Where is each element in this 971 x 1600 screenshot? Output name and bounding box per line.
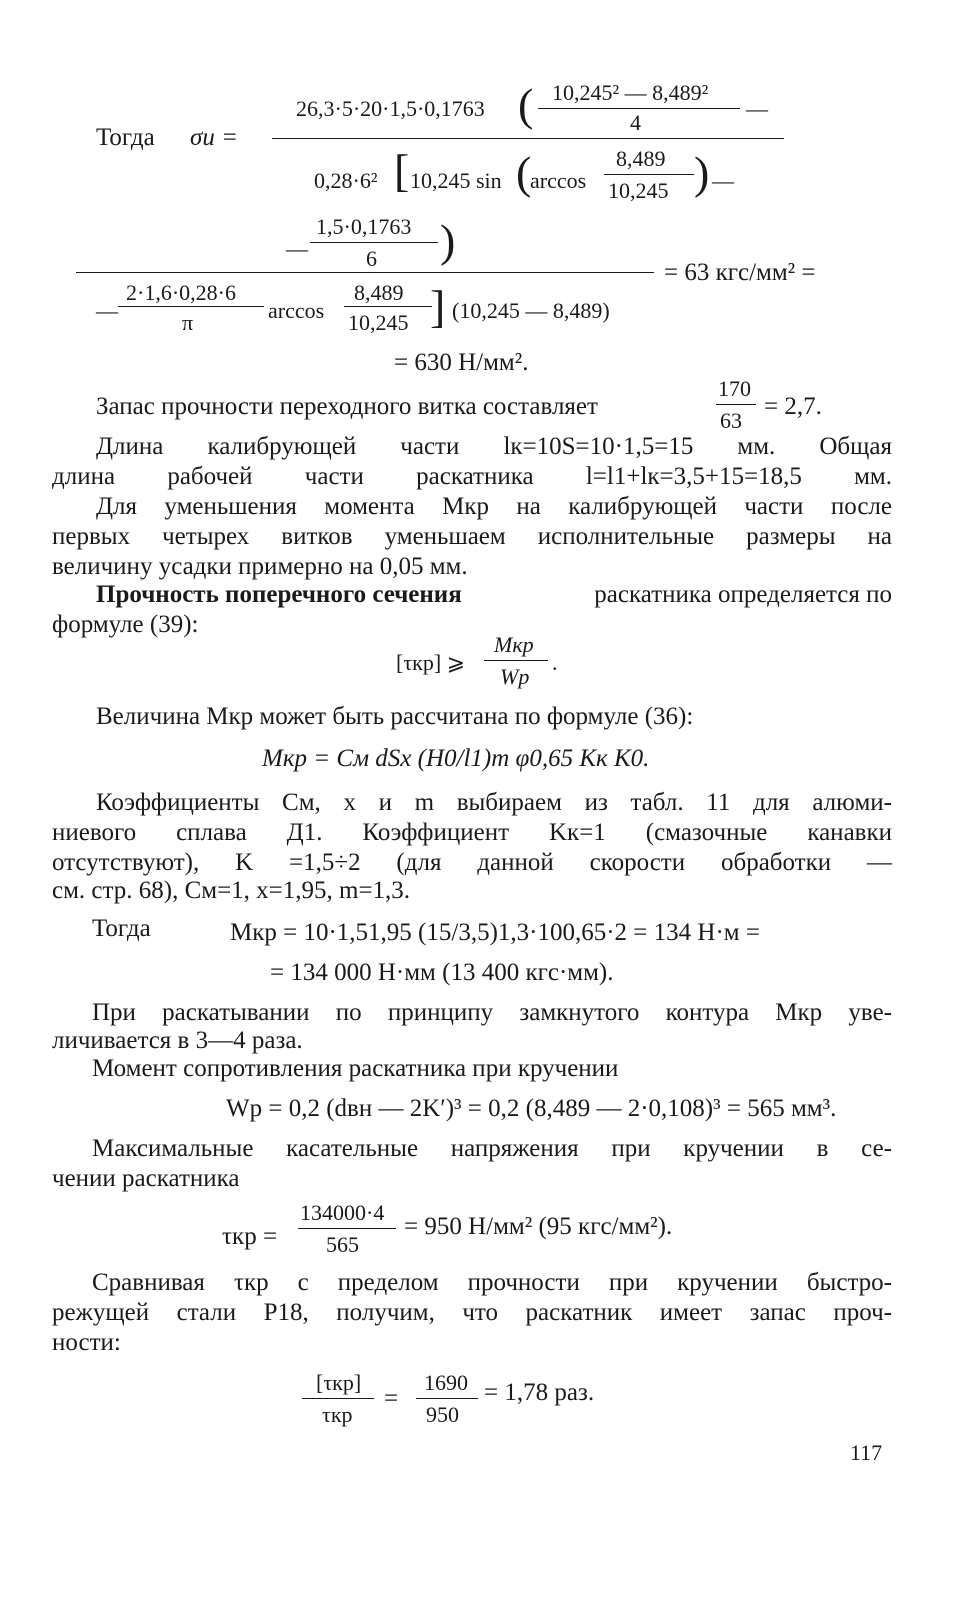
- torque-line-2: = 134 000 Н·мм (13 400 кгс·мм).: [270, 959, 614, 986]
- para-compare-line-2: режущей стали Р18, получим, что раскатник имеет запас проч-: [52, 1299, 892, 1326]
- sigma-lhs: σи =: [190, 124, 238, 151]
- para-coeff-line-1: Коэффициенты Cм, x и m выбираем из табл. 11 для алюми-: [96, 789, 892, 816]
- formula-39-lhs: [τкр] ⩾: [396, 650, 466, 675]
- para-reduce-line-3: величину усадки примерно на 0,05 мм.: [52, 553, 468, 580]
- denominator2-frac1-den: π: [182, 310, 194, 335]
- formula-tau-num: 134000·4: [300, 1200, 385, 1225]
- para-magnitude: Величина Mкр может быть рассчитана по формуле (36):: [96, 703, 694, 730]
- para-max-line-2: чении раскатника: [52, 1165, 240, 1192]
- numerator-tail: —: [746, 96, 768, 121]
- bracket-close: ]: [430, 281, 446, 332]
- para-coeff-line-2: ниевого сплава Д1. Коэффициент Kк=1 (смазочные канавки: [52, 819, 892, 846]
- para-strength-line-1: [96, 580, 892, 610]
- denominator-tail: —: [712, 168, 734, 193]
- para-coeff-line-3: отсутствуют), K =1,5÷2 (для данной скорости обработки —: [52, 849, 892, 876]
- bracket-open: [: [394, 145, 410, 196]
- page-number: 117: [850, 1440, 883, 1465]
- para-reduce-line-2: первых четырех витков уменьшаем исполнительные размеры на: [52, 523, 892, 550]
- paren-close: ): [440, 215, 456, 266]
- denominator2-prefix: —: [96, 298, 118, 323]
- strength-bold: Прочность поперечного сечения: [96, 581, 462, 608]
- numerator-frac-den: 4: [630, 110, 641, 135]
- strength-rest: раскатника определяется по: [594, 581, 892, 608]
- para-length-line-1: Длина калибрующей части lк=10S=10·1,5=15 мм. Общая: [96, 433, 892, 460]
- para-rolling-line-2: личивается в 3—4 раза.: [52, 1027, 303, 1054]
- final-rhs: = 1,78 раз.: [484, 1379, 595, 1406]
- formula-tau-den: 565: [326, 1232, 359, 1257]
- final-den-2: 950: [426, 1402, 459, 1427]
- para-moment: Момент сопротивления раскатника при кручении: [92, 1055, 619, 1082]
- safety-text: Запас прочности переходного витка составляет: [96, 393, 598, 420]
- para-max-line-1: Максимальные касательные напряжения при кручении в се-: [92, 1135, 892, 1162]
- formula-wp: Wр = 0,2 (dвн — 2K′)³ = 0,2 (8,489 — 2·0,108)³ = 565 мм³.: [226, 1095, 837, 1122]
- formula-39-den: Wр: [500, 664, 530, 689]
- formula-36: Mкр = Cм dSx (H0/l1)m φ0,65 Kк K0.: [262, 745, 650, 772]
- safety-result: = 2,7.: [764, 393, 822, 420]
- final-den-1: τкр: [322, 1402, 353, 1427]
- safety-frac-den: 63: [720, 408, 742, 433]
- formula-39-num: Mкр: [494, 632, 534, 657]
- togda-label: Тогда: [96, 124, 155, 151]
- denominator2-arccos: arccos: [268, 298, 325, 323]
- torque-togda: Тогда: [92, 915, 151, 942]
- torque-line-1: Mкр = 10·1,51,95 (15/3,5)1,3·100,65·2 = 134 Н·м =: [230, 919, 760, 946]
- final-num-1: [τкр]: [316, 1370, 362, 1395]
- numerator2-frac-den: 6: [366, 246, 377, 271]
- denominator2-frac2-den: 10,245: [348, 310, 409, 335]
- paren-open-2: (: [516, 147, 532, 198]
- sigma-result-2: = 630 Н/мм².: [394, 349, 529, 376]
- final-num-2: 1690: [424, 1370, 468, 1395]
- safety-frac-num: 170: [718, 376, 751, 401]
- para-rolling-line-1: При раскатывании по принципу замкнутого контура Mкр уве-: [92, 999, 892, 1026]
- para-coeff-line-4: см. стр. 68), Cм=1, x=1,95, m=1,3.: [52, 877, 411, 904]
- para-strength-line-2: формуле (39):: [52, 611, 199, 638]
- formula-tau-rhs: = 950 Н/мм² (95 кгс/мм²).: [404, 1213, 673, 1240]
- para-compare-line-1: Сравнивая τкр с пределом прочности при кручении быстро-: [92, 1269, 892, 1296]
- final-eq-1: =: [384, 1385, 399, 1412]
- denominator-frac-num: 8,489: [616, 146, 666, 171]
- numerator2-prefix: —: [286, 236, 308, 261]
- denominator-prefix: 0,28·6²: [314, 168, 378, 193]
- numerator-frac-num: 10,245² — 8,489²: [552, 80, 709, 105]
- para-length-line-2: длина рабочей части раскатника l=l1+lк=3,5+15=18,5 мм.: [52, 463, 892, 490]
- denominator2-tail: (10,245 — 8,489): [452, 298, 610, 323]
- denominator-frac-den: 10,245: [608, 178, 669, 203]
- formula-tau-lhs: τкр =: [222, 1223, 278, 1250]
- numerator-prefix: 26,3·5·20·1,5·0,1763: [296, 96, 485, 121]
- para-reduce-line-1: Для уменьшения момента Mкр на калибрующей части после: [96, 493, 892, 520]
- numerator2-frac-num: 1,5·0,1763: [316, 214, 412, 239]
- formula-39-tail: .: [552, 650, 558, 675]
- denominator2-frac2-num: 8,489: [354, 280, 404, 305]
- paren-open: (: [518, 79, 534, 130]
- denominator-arccos: arccos: [530, 168, 587, 193]
- paren-close-2: ): [694, 147, 710, 198]
- denominator-mid: 10,245 sin: [410, 168, 502, 193]
- denominator2-frac1-num: 2·1,6·0,28·6: [126, 280, 236, 305]
- para-compare-line-3: ности:: [52, 1329, 121, 1356]
- sigma-result-1: = 63 кгс/мм² =: [664, 259, 816, 286]
